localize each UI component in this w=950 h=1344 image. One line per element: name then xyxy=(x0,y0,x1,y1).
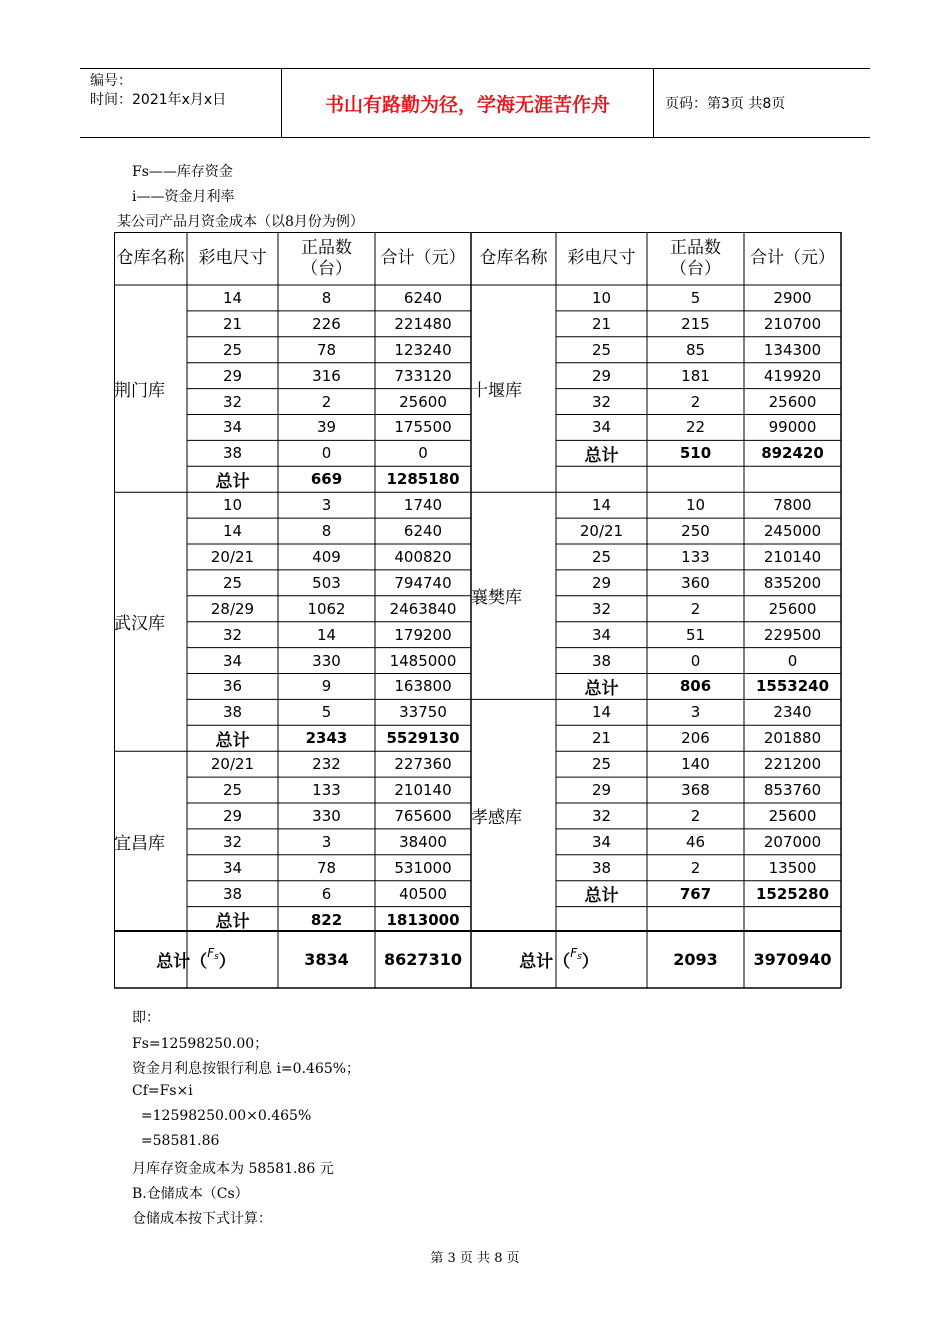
warehouse-name: 十堰库 xyxy=(471,381,522,402)
fs-definition: Fs——库存资金 xyxy=(132,164,233,180)
table-cell: 175500 xyxy=(394,418,452,437)
table-cell: 8 xyxy=(321,522,332,541)
table-cell: 221480 xyxy=(394,314,452,333)
table-cell: 226 xyxy=(312,314,341,333)
header-meta xyxy=(80,69,282,137)
grand-total-close: ） xyxy=(218,952,236,972)
table-cell: 400820 xyxy=(394,547,452,566)
table-cell: 2 xyxy=(690,806,701,825)
table-cell: 0 xyxy=(787,651,798,670)
left-total-amount: 8627310 xyxy=(384,950,462,969)
table-cell: 32 xyxy=(222,625,243,644)
table-cell: 6 xyxy=(321,884,332,903)
table-cell: 1485000 xyxy=(389,651,457,670)
table-cell: 179200 xyxy=(394,625,452,644)
page-footer: 第 3 页 共 8 页 xyxy=(430,1251,520,1266)
table-cell: 51 xyxy=(685,625,706,644)
table-cell: 29 xyxy=(222,366,243,385)
table-cell: 133 xyxy=(312,781,341,800)
table-cell: 10 xyxy=(222,496,243,515)
time-label: 时间：2021年x月x日 xyxy=(90,92,227,108)
body-line: =58581.86 xyxy=(132,1133,220,1149)
table-cell: 360 xyxy=(681,573,710,592)
header-motto: 书山有路勤为径，学海无涯苦作舟 xyxy=(282,69,654,137)
body-line: Cf=Fs×i xyxy=(132,1083,193,1099)
header-left-2: 正品数（台） xyxy=(301,237,352,279)
table-cell: 5529130 xyxy=(386,729,460,748)
table-cell: 794740 xyxy=(394,573,452,592)
table-cell xyxy=(647,907,744,933)
table-cell: 29 xyxy=(222,806,243,825)
table-cell: 2 xyxy=(690,858,701,877)
header-left-3: 合计（元） xyxy=(380,248,466,268)
header-right-0: 仓库名称 xyxy=(479,248,548,268)
header-right-3: 合计（元） xyxy=(750,248,835,268)
warehouse-name: 襄樊库 xyxy=(471,588,522,609)
table-cell: 1553240 xyxy=(755,677,830,696)
table-cell: 14 xyxy=(591,703,612,722)
body-line: 即： xyxy=(132,1010,160,1026)
table-cell: 总计 xyxy=(584,886,619,907)
table-cell: 669 xyxy=(310,470,343,489)
left-total-count: 3834 xyxy=(304,950,349,969)
right-total-count: 2093 xyxy=(673,950,718,969)
table-cell: 206 xyxy=(681,729,710,748)
table-cell: 767 xyxy=(679,884,712,903)
table-cell: 25 xyxy=(591,340,612,359)
header-right-1: 彩电尺寸 xyxy=(567,248,636,268)
grand-total-label xyxy=(471,931,647,988)
table-cell: 28/29 xyxy=(210,599,255,618)
table-cell: 14 xyxy=(222,522,243,541)
header-right-2: 正品数（台） xyxy=(670,237,721,279)
table-cell: 25 xyxy=(591,547,612,566)
table-cell: 14 xyxy=(316,625,337,644)
table-cell: 29 xyxy=(591,781,612,800)
table-cell: 7800 xyxy=(773,496,812,515)
table-cell: 40500 xyxy=(399,884,447,903)
table-cell: 25600 xyxy=(768,806,817,825)
table-cell: 835200 xyxy=(763,573,822,592)
table-cell: 32 xyxy=(222,832,243,851)
table-cell: 13500 xyxy=(768,858,817,877)
table-cell: 227360 xyxy=(394,755,452,774)
table-cell: 14 xyxy=(591,496,612,515)
table-cell: 33750 xyxy=(399,703,447,722)
table-cell: 29 xyxy=(591,366,612,385)
table-cell: 207000 xyxy=(763,832,822,851)
table-cell: 1062 xyxy=(307,599,346,618)
table-cell: 85 xyxy=(685,340,706,359)
table-cell xyxy=(744,466,841,492)
body-line: =12598250.00×0.465% xyxy=(132,1108,312,1124)
warehouse-name: 宜昌库 xyxy=(114,834,165,855)
table-cell: 733120 xyxy=(394,366,452,385)
table-cell: 3 xyxy=(321,832,332,851)
table-cell: 25600 xyxy=(768,599,817,618)
table-cell: 38 xyxy=(591,858,612,877)
table-cell: 38 xyxy=(591,651,612,670)
table-cell: 245000 xyxy=(763,522,822,541)
fs-symbol: F xyxy=(570,945,578,960)
fs-subscript: s xyxy=(214,951,219,962)
table-cell: 20/21 xyxy=(579,522,624,541)
table-cell: 46 xyxy=(685,832,706,851)
table-cell: 210700 xyxy=(763,314,822,333)
table-cell: 163800 xyxy=(394,677,452,696)
grand-total-text: 总计（ xyxy=(156,952,208,972)
table-cell: 34 xyxy=(222,858,243,877)
table-cell: 38 xyxy=(222,444,243,463)
table-cell: 3 xyxy=(690,703,701,722)
table-cell: 10 xyxy=(685,496,706,515)
table-cell: 34 xyxy=(591,625,612,644)
table-cell: 20/21 xyxy=(210,755,255,774)
table-cell: 6240 xyxy=(403,288,443,307)
table-cell: 2 xyxy=(321,392,332,411)
grand-total-close: ） xyxy=(581,952,599,972)
page-header xyxy=(80,68,870,138)
table-cell: 总计 xyxy=(215,471,250,492)
table-cell: 25 xyxy=(222,573,243,592)
table-cell: 2340 xyxy=(773,703,812,722)
table-cell: 6240 xyxy=(403,522,443,541)
table-cell: 34 xyxy=(591,418,612,437)
table-cell: 14 xyxy=(222,288,243,307)
body-line: 资金月利息按银行利息 i=0.465%； xyxy=(132,1061,361,1077)
table-cell: 1740 xyxy=(403,496,443,515)
table-cell: 221200 xyxy=(763,755,822,774)
table-cell: 765600 xyxy=(394,806,452,825)
table-cell: 2343 xyxy=(305,729,348,748)
body-line: Fs=12598250.00； xyxy=(132,1036,269,1052)
fs-symbol: F xyxy=(207,945,215,960)
table-cell: 503 xyxy=(312,573,341,592)
table-cell: 总计 xyxy=(215,730,250,751)
table-cell: 78 xyxy=(316,858,337,877)
table-cell: 134300 xyxy=(763,340,822,359)
table-cell: 38400 xyxy=(399,832,447,851)
table-cell: 0 xyxy=(321,444,332,463)
table-cell: 2 xyxy=(690,392,701,411)
header-left-0: 仓库名称 xyxy=(116,248,185,268)
table-cell: 1813000 xyxy=(386,910,460,929)
table-cell: 510 xyxy=(679,444,712,463)
table-cell: 3 xyxy=(321,496,332,515)
table-cell xyxy=(744,907,841,933)
table-cell: 25 xyxy=(222,340,243,359)
table-cell: 210140 xyxy=(763,547,822,566)
table-cell: 34 xyxy=(591,832,612,851)
table-cell: 0 xyxy=(690,651,701,670)
table-cell: 29 xyxy=(591,573,612,592)
table-cell: 32 xyxy=(591,392,612,411)
table-cell: 2900 xyxy=(773,288,812,307)
warehouse-name: 孝感库 xyxy=(471,808,522,829)
table-cell: 25600 xyxy=(768,392,817,411)
table-cell xyxy=(647,466,744,492)
table-cell: 32 xyxy=(591,599,612,618)
table-cell: 1285180 xyxy=(386,470,460,489)
table-cell: 总计 xyxy=(215,912,250,933)
page-number-label: 页码：第3页 共8页 xyxy=(665,96,786,112)
table-cell: 36 xyxy=(222,677,243,696)
body-line: 月库存资金成本为 58581.86 元 xyxy=(132,1161,334,1177)
table-cell: 32 xyxy=(222,392,243,411)
table-cell: 201880 xyxy=(763,729,822,748)
table-cell: 409 xyxy=(312,547,341,566)
table-cell: 133 xyxy=(681,547,710,566)
table-cell: 316 xyxy=(312,366,341,385)
table-cell: 2 xyxy=(690,599,701,618)
table-cell: 25600 xyxy=(399,392,447,411)
table-cell: 22 xyxy=(685,418,706,437)
table-cell: 140 xyxy=(681,755,710,774)
table-cell: 32 xyxy=(591,806,612,825)
table-cell: 8 xyxy=(321,288,332,307)
table-cell: 892420 xyxy=(761,444,824,463)
table-cell: 34 xyxy=(222,651,243,670)
table-cell: 250 xyxy=(681,522,710,541)
table-cell: 34 xyxy=(222,418,243,437)
table-cell: 21 xyxy=(591,729,612,748)
table-cell: 2463840 xyxy=(389,599,457,618)
i-definition: i——资金月利率 xyxy=(132,189,235,205)
number-label: 编号： xyxy=(90,73,132,89)
table-cell xyxy=(556,466,647,492)
table-cell: 123240 xyxy=(394,340,452,359)
right-total-amount: 3970940 xyxy=(753,950,832,969)
table-cell: 25 xyxy=(222,781,243,800)
table-cell: 总计 xyxy=(584,445,619,466)
table-cell: 531000 xyxy=(394,858,452,877)
table-cell: 20/21 xyxy=(210,547,255,566)
table-cell: 38 xyxy=(222,703,243,722)
table-cell: 368 xyxy=(681,781,710,800)
table-cell: 21 xyxy=(591,314,612,333)
table-cell: 5 xyxy=(690,288,701,307)
table-cell: 25 xyxy=(591,755,612,774)
table-cell: 215 xyxy=(681,314,710,333)
header-left-1: 彩电尺寸 xyxy=(198,248,267,268)
table-cell xyxy=(556,907,647,933)
table-cell: 0 xyxy=(418,444,428,463)
table-cell: 229500 xyxy=(763,625,822,644)
inventory-cost-table xyxy=(114,232,842,989)
table-cell: 99000 xyxy=(768,418,817,437)
table-cell: 21 xyxy=(222,314,243,333)
warehouse-name: 武汉库 xyxy=(114,614,165,635)
grand-total-text: 总计（ xyxy=(519,952,571,972)
table-cell: 总计 xyxy=(584,678,619,699)
table-cell: 9 xyxy=(321,677,332,696)
body-line: 仓储成本按下式计算： xyxy=(132,1211,272,1227)
table-cell: 853760 xyxy=(763,781,822,800)
table-cell: 210140 xyxy=(394,781,452,800)
table-cell: 78 xyxy=(316,340,337,359)
table-cell: 330 xyxy=(312,651,341,670)
table-cell: 330 xyxy=(312,806,341,825)
table-cell: 181 xyxy=(681,366,710,385)
warehouse-name: 荆门库 xyxy=(114,381,165,402)
table-cell: 39 xyxy=(316,418,337,437)
fs-subscript: s xyxy=(577,951,582,962)
table-caption: 某公司产品月资金成本（以8月份为例） xyxy=(117,214,364,230)
table-cell: 5 xyxy=(321,703,332,722)
table-cell: 806 xyxy=(679,677,712,696)
body-line: B.仓储成本（Cs） xyxy=(132,1186,249,1202)
table-cell: 38 xyxy=(222,884,243,903)
grand-total-label xyxy=(114,931,278,988)
table-cell: 419920 xyxy=(763,366,822,385)
table-cell: 822 xyxy=(310,910,343,929)
table-cell: 232 xyxy=(312,755,341,774)
table-cell: 1525280 xyxy=(755,884,830,903)
table-cell: 10 xyxy=(591,288,612,307)
